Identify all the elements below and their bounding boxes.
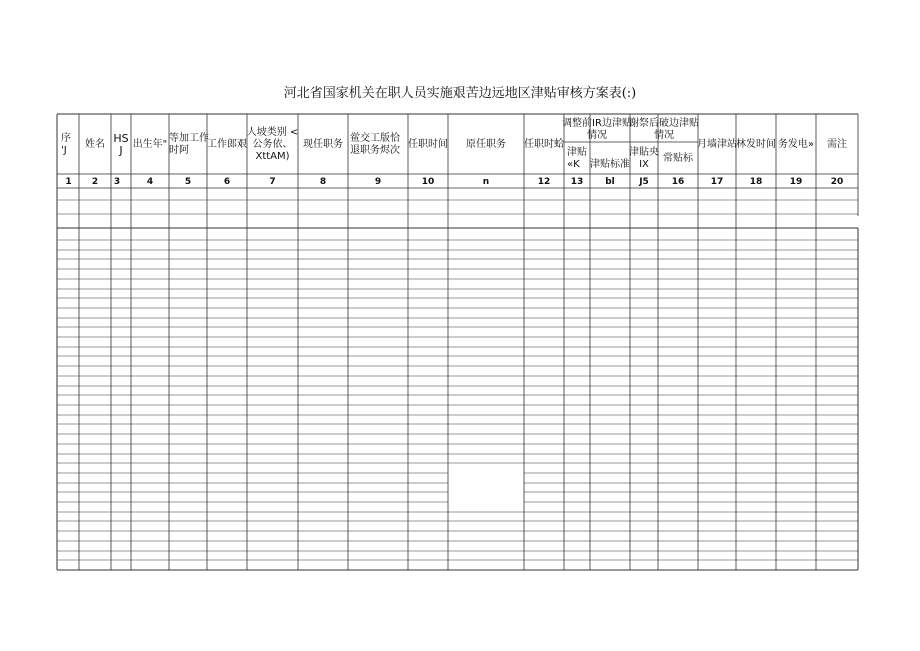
column-number: 3	[113, 177, 121, 187]
header-work-dept: 工作郎艰	[207, 139, 247, 150]
header-remark: 需注	[827, 139, 847, 150]
header-monthly: 月墙津站	[697, 139, 737, 150]
column-number: 8	[319, 177, 327, 187]
column-number: 13	[570, 177, 584, 187]
header-after-a: 津貼央 IX	[629, 147, 659, 170]
column-number: 20	[830, 177, 844, 187]
header-before-a: 津贴 «K	[567, 147, 587, 170]
header-current-post: 现任职务	[303, 139, 343, 150]
column-number: 2	[91, 177, 99, 187]
column-number: 4	[146, 177, 154, 187]
header-name: 姓名	[85, 139, 105, 150]
column-number: 16	[671, 177, 685, 187]
header-tenure-time: 任职时间	[408, 139, 448, 150]
header-grade: 鲎交工版恰 退职务烬次	[350, 133, 400, 156]
header-before-b: 津贴标准	[590, 159, 630, 170]
header-issue-time: 林发时间	[736, 139, 776, 150]
column-number: 7	[269, 177, 276, 187]
column-number: 12	[537, 177, 551, 187]
column-number: 9	[374, 177, 382, 187]
header-hs: HS J	[113, 132, 129, 157]
column-number: 18	[749, 177, 763, 187]
column-number: 10	[421, 177, 435, 187]
column-number: 19	[789, 177, 803, 187]
column-number: 5	[184, 177, 192, 187]
column-number: 17	[710, 177, 724, 187]
header-person-type: 人坡类别 < 公务依、 XttAM)	[246, 127, 299, 162]
header-birth: 出生年"	[132, 139, 168, 150]
document-title: 河北省国家机关在职人员实施艰苦边远地区津贴审核方案表(:)	[283, 86, 637, 101]
column-number: 6	[223, 177, 231, 187]
column-number: bl	[605, 177, 615, 187]
header-tenure-period: 任职时蛤	[524, 139, 564, 150]
header-extra: 务发电»	[777, 139, 815, 150]
header-seq: 序 'J	[61, 133, 71, 156]
column-number: J5	[639, 177, 649, 187]
column-number: 1	[65, 177, 72, 187]
header-before-group: 调整前IR边津贴 情况	[562, 117, 632, 141]
header-after-group: 谢祭后破边津贴 情况	[629, 117, 699, 141]
header-work-start: 等加工作 时阿	[169, 133, 209, 156]
header-after-b: 常贴标	[663, 153, 693, 164]
header-former-post: 原任职务	[466, 139, 506, 150]
column-number: n	[482, 177, 490, 187]
